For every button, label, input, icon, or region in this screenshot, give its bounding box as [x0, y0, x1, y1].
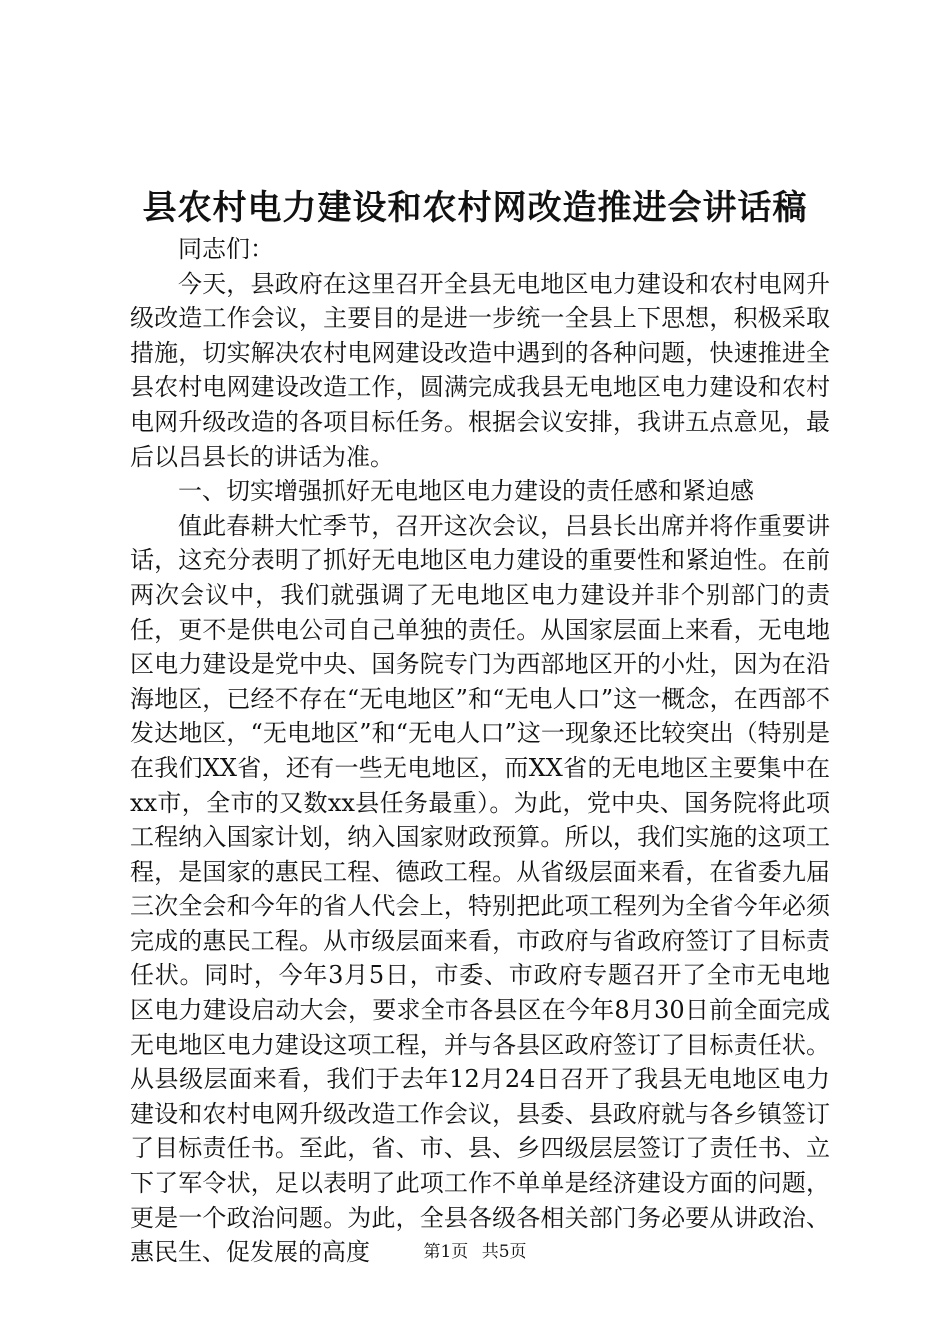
page-footer [0, 1240, 950, 1264]
section-heading-1: 一、切实增强抓好无电地区电力建设的责任感和紧迫感 [178, 477, 754, 506]
section-1-paragraph: 值此春耕大忙季节，召开这次会议，吕县长出席并将作重要讲话，这充分表明了抓好无电地区电力建设的重要性和紧迫性。在前两次会议中，我们就强调了无电地区电力建设并非个别部门的责任，更不是供电公司自己单独的责任。从国家层面上来看，无电地区电力建设是党中央、国务院专门为西部地区开的小灶，因为在沿海地区，已经不存在“无电地区”和“无电人口”这一概念，在西部不发达地区，“无电地区”和“无电人口”这一现象还比较突出（特别是在我们XX省，还有一些无电地区，而XX省的无电地区主要集中在xx市，全市的又数xx县任务最重）。为此，党中央、国务院将此项工程纳入国家计划，纳入国家财政预算。所以，我们实施的这项工程，是国家的惠民工程、德政工程。从省级层面来看，在省委九届三次全会和今年的省人代会上，特别把此项工程列为全省今年必须完成的惠民工程。从市级层面来看，市政府与省政府签订了目标责任状。同时，今年3月5日，市委、市政府专题召开了全市无电地区电力建设启动大会，要求全市各县区在今年8月30日前全面完成无电地区电力建设这项工程，并与各县区政府签订了目标责任状。从县级层面来看，我们于去年12月24日召开了我县无电地区电力建设和农村电网升级改造工作会议，县委、县政府就与各乡镇签订了目标责任书。至此，省、市、县、乡四级层层签订了责任书、立下了军令状，足以表明了此项工作不单单是经济建设方面的问题，更是一个政治问题。为此，全县各级各相关部门务必要从讲政治、惠民生、促发展的高度 [130, 511, 830, 1267]
intro-paragraph: 今天，县政府在这里召开全县无电地区电力建设和农村电网升级改造工作会议，主要目的是进一步统一全县上下思想，积极采取措施，切实解决农村电网建设改造中遇到的各种问题，快速推进全县农村电网建设改造工作，圆满完成我县无电地区电力建设和农村电网升级改造的各项目标任务。根据会议安排，我讲五点意见，最后以吕县长的讲话为准。 [130, 269, 830, 471]
page-number: 第1页 [423, 1242, 469, 1262]
salutation-paragraph: 同志们： [178, 235, 274, 263]
document-body [130, 232, 830, 1270]
page-total: 共5页 [481, 1242, 527, 1262]
document-title: 县农村电力建设和农村网改造推进会讲话稿 [142, 188, 808, 228]
